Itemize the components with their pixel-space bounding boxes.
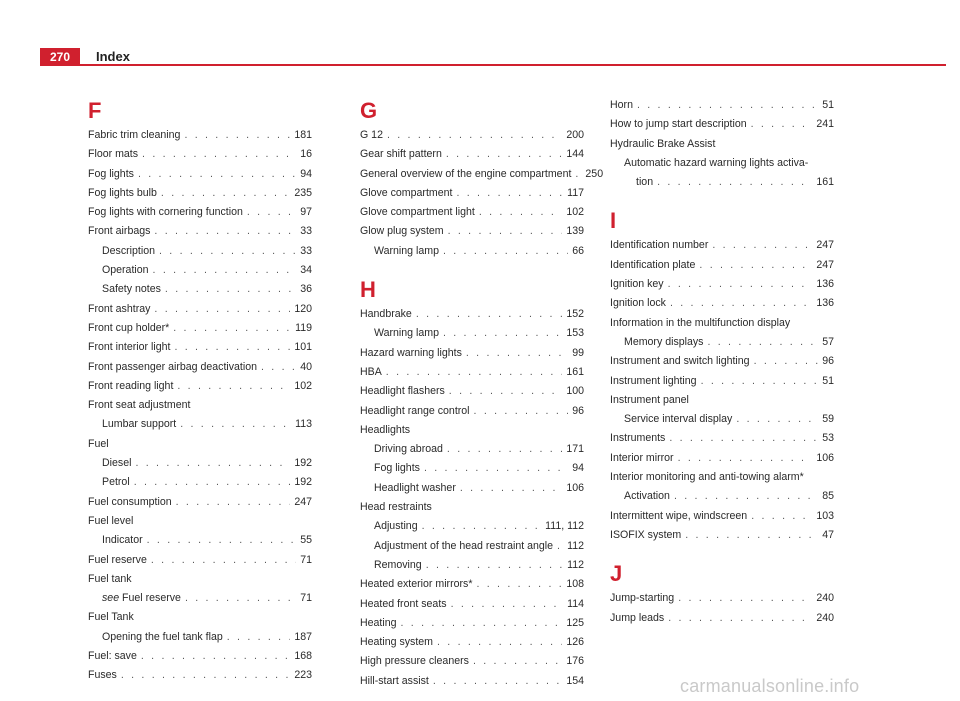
index-heading: Front seat adjustment bbox=[88, 399, 191, 412]
index-entry[interactable] bbox=[610, 275, 834, 294]
dot-leader bbox=[476, 575, 562, 594]
index-entry[interactable] bbox=[610, 609, 834, 628]
index-entry[interactable] bbox=[360, 652, 584, 671]
dot-leader bbox=[754, 352, 819, 371]
index-entry[interactable] bbox=[88, 242, 312, 261]
index-entry[interactable] bbox=[88, 454, 312, 473]
entry-label: Fuel: save bbox=[88, 650, 137, 663]
dot-leader bbox=[707, 333, 818, 352]
entry-page-number: 47 bbox=[822, 528, 834, 541]
entry-label: Petrol bbox=[102, 476, 130, 489]
index-entry[interactable] bbox=[88, 280, 312, 299]
entry-label: Fog lights bbox=[88, 167, 134, 180]
entry-label: Front passenger airbag deactivation bbox=[88, 360, 258, 373]
dot-leader bbox=[176, 493, 291, 512]
entry-page-number: 161 bbox=[566, 365, 584, 378]
entry-page-number: 241 bbox=[816, 118, 834, 131]
index-entry[interactable] bbox=[610, 507, 834, 526]
entry-page-number: 168 bbox=[294, 650, 312, 663]
dot-leader bbox=[669, 429, 818, 448]
entry-label: Intermittent wipe, windscreen bbox=[610, 509, 748, 522]
index-heading: Fuel level bbox=[88, 514, 134, 527]
header-rule bbox=[40, 64, 946, 66]
index-heading: Instrument panel bbox=[610, 393, 689, 406]
entry-label-text: Fuel reserve bbox=[122, 592, 181, 605]
entry-label: Ignition lock bbox=[610, 297, 666, 310]
index-heading: Headlights bbox=[360, 423, 411, 436]
entry-page-number: 55 bbox=[300, 534, 312, 547]
dot-leader bbox=[657, 173, 812, 192]
entry-page-number: 36 bbox=[300, 283, 312, 296]
index-entry[interactable] bbox=[360, 537, 584, 556]
index-entry[interactable] bbox=[610, 236, 834, 255]
dot-leader bbox=[433, 672, 562, 691]
entry-label: Jump-starting bbox=[610, 592, 675, 605]
dot-leader bbox=[736, 410, 818, 429]
entry-label: Identification number bbox=[610, 239, 709, 252]
dot-leader bbox=[247, 203, 296, 222]
index-entry[interactable] bbox=[88, 473, 312, 492]
index-entry[interactable] bbox=[360, 459, 584, 478]
entry-label: Ignition key bbox=[610, 278, 664, 291]
dot-leader bbox=[422, 517, 542, 536]
entry-label: Fabric trim cleaning bbox=[88, 129, 181, 141]
entry-label: How to jump start description bbox=[610, 118, 747, 131]
entry-label: Gear shift pattern bbox=[360, 148, 442, 161]
index-entry[interactable] bbox=[610, 449, 834, 468]
entry-page-number: 247 bbox=[816, 239, 834, 252]
entry-page-number: 192 bbox=[294, 457, 312, 470]
entry-label: Front ashtray bbox=[88, 302, 151, 315]
entry-page-number: 181 bbox=[294, 129, 312, 141]
entry-page-number: 136 bbox=[816, 297, 834, 310]
entry-page-number: 161 bbox=[816, 176, 834, 189]
entry-label: Removing bbox=[374, 558, 422, 571]
index-heading: Fuel tank bbox=[88, 572, 132, 585]
index-entry[interactable] bbox=[360, 614, 584, 633]
dot-leader bbox=[678, 589, 812, 608]
entry-label: High pressure cleaners bbox=[360, 655, 469, 668]
entry-label: Fuses bbox=[88, 669, 117, 682]
entry-page-number: 144 bbox=[566, 148, 584, 161]
entry-label: Interior mirror bbox=[610, 451, 674, 464]
entry-label: Fuel consumption bbox=[88, 495, 172, 508]
dot-leader bbox=[161, 184, 290, 203]
index-entry[interactable] bbox=[88, 203, 312, 222]
entry-label: Fog lights bbox=[374, 462, 420, 475]
entry-label: Headlight range control bbox=[360, 404, 470, 417]
dot-leader bbox=[134, 473, 291, 492]
entry-page-number: 152 bbox=[566, 308, 584, 321]
dot-leader bbox=[151, 551, 296, 570]
entry-page-number: 94 bbox=[572, 462, 584, 475]
entry-page-number: 117 bbox=[567, 186, 584, 199]
entry-page-number: 114 bbox=[567, 597, 584, 610]
index-entry[interactable] bbox=[360, 184, 584, 203]
entry-label: Glow plug system bbox=[360, 225, 444, 238]
index-entry[interactable] bbox=[88, 531, 312, 550]
dot-leader bbox=[575, 165, 581, 184]
entry-label: Heating bbox=[360, 616, 397, 629]
entry-label: Handbrake bbox=[360, 308, 412, 321]
dot-leader bbox=[424, 459, 568, 478]
dot-leader bbox=[456, 184, 563, 203]
entry-label: Opening the fuel tank flap bbox=[102, 630, 223, 643]
entry-label: Front cup holder* bbox=[88, 321, 170, 334]
entry-label: General overview of the engine compartment bbox=[360, 167, 572, 180]
dot-leader bbox=[426, 556, 563, 575]
dot-leader bbox=[449, 382, 563, 401]
entry-page-number: 16 bbox=[300, 148, 312, 161]
dot-leader bbox=[154, 222, 296, 241]
entry-page-number: 106 bbox=[816, 451, 834, 464]
dot-leader bbox=[154, 300, 290, 319]
dot-leader bbox=[227, 628, 291, 647]
index-entry[interactable] bbox=[360, 479, 584, 498]
dot-leader bbox=[668, 609, 812, 628]
index-entry[interactable] bbox=[88, 628, 312, 647]
entry-page-number: 71 bbox=[300, 553, 312, 566]
section-letter: F bbox=[88, 98, 102, 123]
dot-leader bbox=[701, 372, 819, 391]
dot-leader bbox=[173, 319, 291, 338]
index-entry[interactable] bbox=[610, 96, 834, 115]
index-entry[interactable] bbox=[610, 589, 834, 608]
index-entry[interactable] bbox=[88, 551, 312, 570]
index-entry[interactable] bbox=[88, 222, 312, 241]
entry-page-number: 57 bbox=[822, 335, 834, 348]
entry-label: Heating system bbox=[360, 636, 434, 649]
entry-page-number: 192 bbox=[294, 476, 312, 489]
index-entry[interactable] bbox=[360, 242, 584, 261]
entry-label: G 12 bbox=[360, 129, 383, 141]
entry-page-number: 59 bbox=[822, 413, 834, 426]
page-number: 270 bbox=[40, 48, 80, 66]
index-column-1 bbox=[88, 96, 312, 686]
dot-leader bbox=[261, 358, 296, 377]
dot-leader bbox=[437, 633, 562, 652]
index-entry[interactable] bbox=[88, 126, 312, 145]
entry-page-number: 154 bbox=[566, 674, 584, 687]
entry-page-number: 100 bbox=[566, 385, 584, 398]
index-heading: Fuel Tank bbox=[88, 611, 134, 624]
entry-page-number: 101 bbox=[294, 341, 312, 354]
dot-leader bbox=[180, 415, 291, 434]
entry-page-number: 250 bbox=[585, 167, 604, 180]
entry-page-number: 125 bbox=[566, 616, 584, 629]
dot-leader bbox=[443, 324, 562, 343]
entry-page-number: 106 bbox=[566, 481, 584, 494]
index-heading: Fuel bbox=[88, 437, 109, 450]
entry-label: Activation bbox=[624, 490, 670, 503]
entry-page-number: 94 bbox=[300, 167, 312, 180]
dot-leader bbox=[466, 344, 568, 363]
entry-label: Instrument and switch lighting bbox=[610, 355, 750, 368]
index-heading: Automatic hazard warning lights activa- bbox=[624, 156, 809, 169]
index-entry[interactable] bbox=[610, 487, 834, 506]
index-entry[interactable] bbox=[88, 319, 312, 338]
index-entry[interactable] bbox=[360, 165, 604, 184]
dot-leader bbox=[153, 261, 297, 280]
entry-label: Hazard warning lights bbox=[360, 346, 462, 359]
dot-leader bbox=[447, 440, 562, 459]
dot-leader bbox=[678, 449, 813, 468]
entry-page-number: 96 bbox=[572, 404, 584, 417]
entry-label: Operation bbox=[102, 264, 149, 277]
index-entry[interactable] bbox=[88, 184, 312, 203]
watermark-text: carmanualsonline.info bbox=[680, 676, 860, 696]
entry-label: Fog lights bulb bbox=[88, 186, 157, 199]
index-heading: Head restraints bbox=[360, 501, 432, 514]
entry-label: Safety notes bbox=[102, 283, 161, 296]
entry-page-number: 102 bbox=[566, 206, 584, 219]
index-entry[interactable] bbox=[88, 377, 312, 396]
index-entry[interactable] bbox=[360, 556, 584, 575]
index-column-3 bbox=[610, 96, 834, 628]
page-title: Index bbox=[96, 49, 130, 64]
dot-leader bbox=[177, 377, 290, 396]
index-entry[interactable] bbox=[88, 145, 312, 164]
entry-label: ISOFIX system bbox=[610, 528, 682, 541]
entry-page-number: 66 bbox=[572, 244, 584, 257]
dot-leader bbox=[637, 96, 818, 115]
section-letter: H bbox=[360, 277, 376, 303]
dot-leader bbox=[446, 145, 562, 164]
entry-label: Fuel reserve bbox=[88, 553, 147, 566]
dot-leader bbox=[751, 115, 813, 134]
index-entry[interactable] bbox=[610, 526, 834, 545]
entry-page-number: 139 bbox=[566, 225, 584, 238]
index-entry[interactable] bbox=[610, 294, 834, 313]
entry-label: Lumbar support bbox=[102, 418, 177, 431]
entry-page-number: 113 bbox=[295, 418, 312, 431]
entry-page-number: 103 bbox=[816, 509, 834, 522]
entry-page-number: 120 bbox=[294, 302, 312, 315]
index-entry[interactable] bbox=[360, 203, 584, 222]
entry-label: Instruments bbox=[610, 432, 666, 445]
dot-leader bbox=[416, 305, 562, 324]
entry-label: Glove compartment bbox=[360, 186, 453, 199]
entry-label: Warning lamp bbox=[374, 244, 439, 257]
entry-page-number: 102 bbox=[294, 379, 312, 392]
index-entry[interactable] bbox=[360, 402, 584, 421]
index-entry[interactable] bbox=[88, 415, 312, 434]
entry-label: Instrument lighting bbox=[610, 374, 697, 387]
index-entry[interactable] bbox=[360, 440, 584, 459]
entry-label: Front airbags bbox=[88, 225, 151, 238]
entry-label: Memory displays bbox=[624, 335, 704, 348]
index-entry[interactable] bbox=[360, 344, 584, 363]
dot-leader bbox=[473, 652, 562, 671]
dot-leader bbox=[185, 589, 296, 608]
index-entry[interactable] bbox=[88, 165, 312, 184]
index-entry[interactable] bbox=[360, 633, 584, 652]
dot-leader bbox=[443, 242, 568, 261]
index-entry[interactable] bbox=[360, 672, 584, 691]
index-entry[interactable] bbox=[360, 305, 584, 324]
entry-label: Headlight flashers bbox=[360, 385, 445, 398]
index-entry[interactable] bbox=[610, 115, 834, 134]
entry-page-number: 111, 112 bbox=[545, 520, 584, 533]
entry-page-number: 33 bbox=[300, 225, 312, 238]
entry-page-number: 33 bbox=[300, 244, 312, 257]
dot-leader bbox=[401, 614, 563, 633]
index-entry[interactable] bbox=[88, 300, 312, 319]
dot-leader bbox=[159, 242, 296, 261]
see-reference: see bbox=[102, 592, 120, 605]
index-entry[interactable] bbox=[88, 261, 312, 280]
entry-page-number: 99 bbox=[572, 346, 584, 359]
index-entry[interactable] bbox=[88, 647, 312, 666]
index-entry[interactable] bbox=[360, 595, 584, 614]
entry-label: Front reading light bbox=[88, 379, 174, 392]
dot-leader bbox=[147, 531, 297, 550]
dot-leader bbox=[699, 256, 812, 275]
index-entry[interactable] bbox=[88, 666, 312, 685]
entry-label: Fog lights with cornering function bbox=[88, 206, 243, 219]
index-entry[interactable] bbox=[88, 338, 312, 357]
entry-label: Driving abroad bbox=[374, 443, 443, 456]
entry-label: Adjusting bbox=[374, 520, 418, 533]
entry-page-number: 34 bbox=[300, 264, 312, 277]
index-entry[interactable] bbox=[88, 589, 312, 608]
dot-leader bbox=[141, 647, 290, 666]
entry-label: Jump leads bbox=[610, 611, 665, 624]
entry-page-number: 247 bbox=[294, 495, 312, 508]
entry-label: Adjustment of the head restraint angle bbox=[374, 539, 554, 552]
dot-leader bbox=[479, 203, 562, 222]
dot-leader bbox=[668, 275, 813, 294]
entry-label: Identification plate bbox=[610, 258, 696, 271]
dot-leader bbox=[387, 126, 562, 145]
index-entry[interactable] bbox=[360, 517, 584, 536]
dot-leader bbox=[685, 526, 818, 545]
entry-page-number: 53 bbox=[822, 432, 834, 445]
dot-leader bbox=[674, 487, 818, 506]
dot-leader bbox=[751, 507, 812, 526]
dot-leader bbox=[138, 165, 296, 184]
entry-page-number: 112 bbox=[567, 558, 584, 571]
entry-page-number: 96 bbox=[822, 355, 834, 368]
entry-label bbox=[102, 589, 181, 608]
entry-label: Heated exterior mirrors* bbox=[360, 578, 473, 591]
entry-label: Diesel bbox=[102, 457, 132, 470]
index-entry[interactable] bbox=[88, 493, 312, 512]
entry-page-number: 136 bbox=[816, 278, 834, 291]
entry-page-number: 97 bbox=[300, 206, 312, 219]
dot-leader bbox=[386, 363, 563, 382]
entry-label: Floor mats bbox=[88, 148, 139, 161]
entry-label: Indicator bbox=[102, 534, 143, 547]
entry-page-number: 51 bbox=[822, 99, 834, 111]
entry-page-number: 187 bbox=[294, 630, 312, 643]
index-entry[interactable] bbox=[610, 429, 834, 448]
index-entry[interactable] bbox=[610, 372, 834, 391]
index-entry[interactable] bbox=[360, 324, 584, 343]
index-column-2 bbox=[360, 96, 604, 691]
dot-leader bbox=[174, 338, 290, 357]
section-letter: G bbox=[360, 98, 378, 123]
dot-leader bbox=[121, 666, 290, 685]
entry-label: Hill-start assist bbox=[360, 674, 429, 687]
index-heading: Hydraulic Brake Assist bbox=[610, 137, 716, 150]
index-entry[interactable] bbox=[610, 173, 834, 192]
entry-page-number: 112 bbox=[567, 539, 584, 552]
index-entry[interactable] bbox=[360, 363, 584, 382]
entry-label: tion bbox=[636, 176, 654, 189]
entry-page-number: 126 bbox=[566, 636, 584, 649]
entry-page-number: 153 bbox=[566, 327, 584, 340]
entry-page-number: 240 bbox=[816, 611, 834, 624]
dot-leader bbox=[460, 479, 562, 498]
entry-page-number: 51 bbox=[822, 374, 834, 387]
entry-page-number: 119 bbox=[295, 321, 312, 334]
entry-page-number: 85 bbox=[822, 490, 834, 503]
entry-page-number: 108 bbox=[566, 578, 584, 591]
index-entry[interactable] bbox=[360, 126, 584, 145]
entry-label: Description bbox=[102, 244, 155, 257]
entry-page-number: 240 bbox=[816, 592, 834, 605]
dot-leader bbox=[448, 222, 563, 241]
section-letter: I bbox=[610, 208, 617, 234]
entry-label: Front interior light bbox=[88, 341, 171, 354]
entry-label: Glove compartment light bbox=[360, 206, 475, 219]
dot-leader bbox=[670, 294, 812, 313]
entry-label: Heated front seats bbox=[360, 597, 447, 610]
entry-page-number: 247 bbox=[816, 258, 834, 271]
dot-leader bbox=[142, 145, 296, 164]
entry-page-number: 200 bbox=[566, 129, 584, 141]
index-entry[interactable] bbox=[610, 256, 834, 275]
entry-page-number: 223 bbox=[294, 669, 312, 682]
entry-page-number: 71 bbox=[300, 592, 312, 605]
entry-page-number: 235 bbox=[294, 186, 312, 199]
index-heading: Interior monitoring and anti-towing alarm* bbox=[610, 471, 804, 484]
index-entry[interactable] bbox=[360, 145, 584, 164]
section-letter: J bbox=[610, 561, 623, 587]
dot-leader bbox=[165, 280, 296, 299]
entry-label: Headlight washer bbox=[374, 481, 456, 494]
dot-leader bbox=[184, 126, 290, 145]
index-entry[interactable] bbox=[610, 352, 834, 371]
entry-page-number: 176 bbox=[566, 655, 584, 668]
entry-label: Warning lamp bbox=[374, 327, 439, 340]
entry-page-number: 171 bbox=[566, 443, 584, 456]
entry-page-number: 40 bbox=[300, 360, 312, 373]
entry-label: Horn bbox=[610, 99, 633, 111]
index-entry[interactable] bbox=[360, 382, 584, 401]
dot-leader bbox=[135, 454, 290, 473]
index-heading: Information in the multifunction display bbox=[610, 316, 791, 329]
entry-label: HBA bbox=[360, 365, 382, 378]
dot-leader bbox=[712, 236, 812, 255]
index-entry[interactable] bbox=[610, 410, 834, 429]
index-entry[interactable] bbox=[360, 575, 584, 594]
dot-leader bbox=[557, 537, 563, 556]
dot-leader bbox=[451, 595, 564, 614]
dot-leader bbox=[474, 402, 569, 421]
index-entry[interactable] bbox=[88, 358, 312, 377]
index-entry[interactable] bbox=[610, 333, 834, 352]
index-entry[interactable] bbox=[360, 222, 584, 241]
entry-label: Service interval display bbox=[624, 413, 733, 426]
